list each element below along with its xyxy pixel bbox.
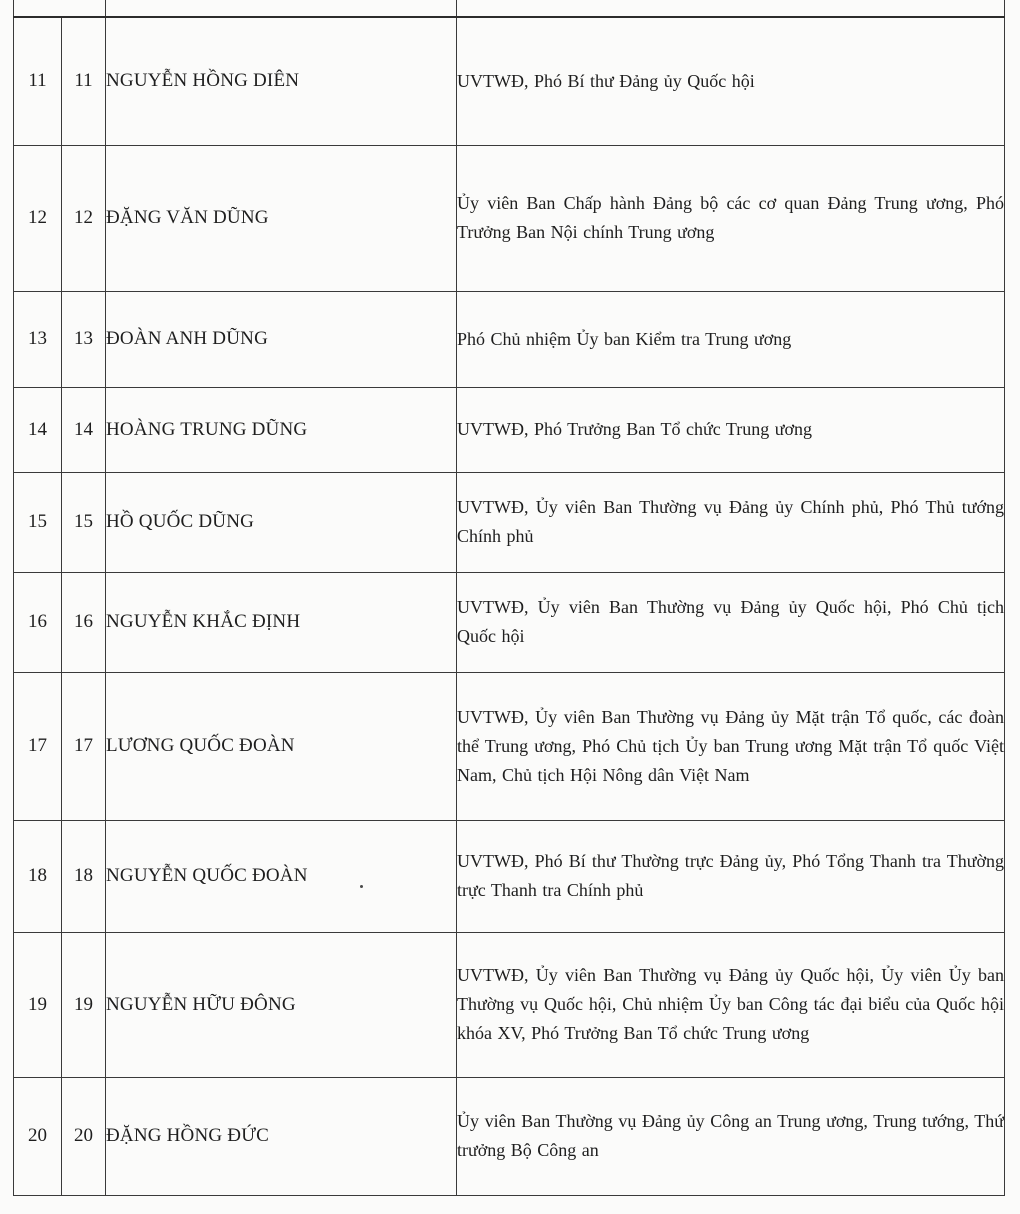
table-row	[14, 387, 1005, 472]
position-cell: UVTWĐ, Ủy viên Ban Thường vụ Đảng ủy Quốc hội, Ủy viên Ủy ban Thường vụ Quốc hội, Chủ nhiệm Ủy ban Công tác đại biểu của Quốc hội khóa XV, Phó Trưởng Ban Tổ chức Trung ương	[457, 932, 1005, 1077]
table-row	[14, 17, 1005, 145]
name-cell: NGUYỄN HỒNG DIÊN	[106, 17, 457, 145]
stt-cell: 18	[14, 820, 62, 932]
stt2-cell: 19	[62, 932, 106, 1077]
stt-cell: 20	[14, 1077, 62, 1195]
table-row	[14, 145, 1005, 291]
name-cell	[106, 0, 457, 17]
position-cell: UVTWĐ, Phó Bí thư Đảng ủy Quốc hội	[457, 17, 1005, 145]
position-cell	[457, 0, 1005, 17]
stt-cell: 15	[14, 472, 62, 572]
table-row	[14, 932, 1005, 1077]
position-cell: UVTWĐ, Ủy viên Ban Thường vụ Đảng ủy Chính phủ, Phó Thủ tướng Chính phủ	[457, 472, 1005, 572]
position-cell: UVTWĐ, Ủy viên Ban Thường vụ Đảng ủy Quốc hội, Phó Chủ tịch Quốc hội	[457, 572, 1005, 672]
name-cell: ĐẶNG VĂN DŨNG	[106, 145, 457, 291]
name-cell: ĐẶNG HỒNG ĐỨC	[106, 1077, 457, 1195]
name-cell: NGUYỄN HỮU ĐÔNG	[106, 932, 457, 1077]
stt2-cell: 16	[62, 572, 106, 672]
stt2-cell: 13	[62, 291, 106, 387]
position-cell: Phó Chủ nhiệm Ủy ban Kiểm tra Trung ương	[457, 291, 1005, 387]
stt-cell: 17	[14, 672, 62, 820]
stt2-cell: 12	[62, 145, 106, 291]
stt-cell: 11	[14, 17, 62, 145]
scan-speck	[360, 885, 363, 888]
position-cell: UVTWĐ, Phó Bí thư Thường trực Đảng ủy, Phó Tổng Thanh tra Thường trực Thanh tra Chính phủ	[457, 820, 1005, 932]
stt2-cell: 11	[62, 17, 106, 145]
stt2-cell: 17	[62, 672, 106, 820]
position-cell: UVTWĐ, Ủy viên Ban Thường vụ Đảng ủy Mặt trận Tổ quốc, các đoàn thể Trung ương, Phó Chủ tịch Ủy ban Trung ương Mặt trận Tổ quốc Việt Nam, Chủ tịch Hội Nông dân Việt Nam	[457, 672, 1005, 820]
table-row	[14, 672, 1005, 820]
position-cell: UVTWĐ, Phó Trưởng Ban Tổ chức Trung ương	[457, 387, 1005, 472]
officials-table	[13, 0, 1005, 1196]
stt-cell: 14	[14, 387, 62, 472]
stt-cell: 12	[14, 145, 62, 291]
stt-cell	[14, 0, 106, 17]
stt2-cell: 14	[62, 387, 106, 472]
name-cell: HỒ QUỐC DŨNG	[106, 472, 457, 572]
table-row	[14, 820, 1005, 932]
stt-cell: 19	[14, 932, 62, 1077]
table-row	[14, 572, 1005, 672]
position-cell: Ủy viên Ban Chấp hành Đảng bộ các cơ quan Đảng Trung ương, Phó Trưởng Ban Nội chính Trung ương	[457, 145, 1005, 291]
position-cell: Ủy viên Ban Thường vụ Đảng ủy Công an Trung ương, Trung tướng, Thứ trưởng Bộ Công an	[457, 1077, 1005, 1195]
table-row-partial	[14, 0, 1005, 17]
table-row	[14, 291, 1005, 387]
stt-cell: 13	[14, 291, 62, 387]
stt2-cell: 15	[62, 472, 106, 572]
name-cell: LƯƠNG QUỐC ĐOÀN	[106, 672, 457, 820]
stt2-cell: 18	[62, 820, 106, 932]
stt-cell: 16	[14, 572, 62, 672]
stt2-cell: 20	[62, 1077, 106, 1195]
table-row	[14, 1077, 1005, 1195]
name-cell: ĐOÀN ANH DŨNG	[106, 291, 457, 387]
name-cell: HOÀNG TRUNG DŨNG	[106, 387, 457, 472]
table-row	[14, 472, 1005, 572]
name-cell: NGUYỄN KHẮC ĐỊNH	[106, 572, 457, 672]
name-cell: NGUYỄN QUỐC ĐOÀN	[106, 820, 457, 932]
